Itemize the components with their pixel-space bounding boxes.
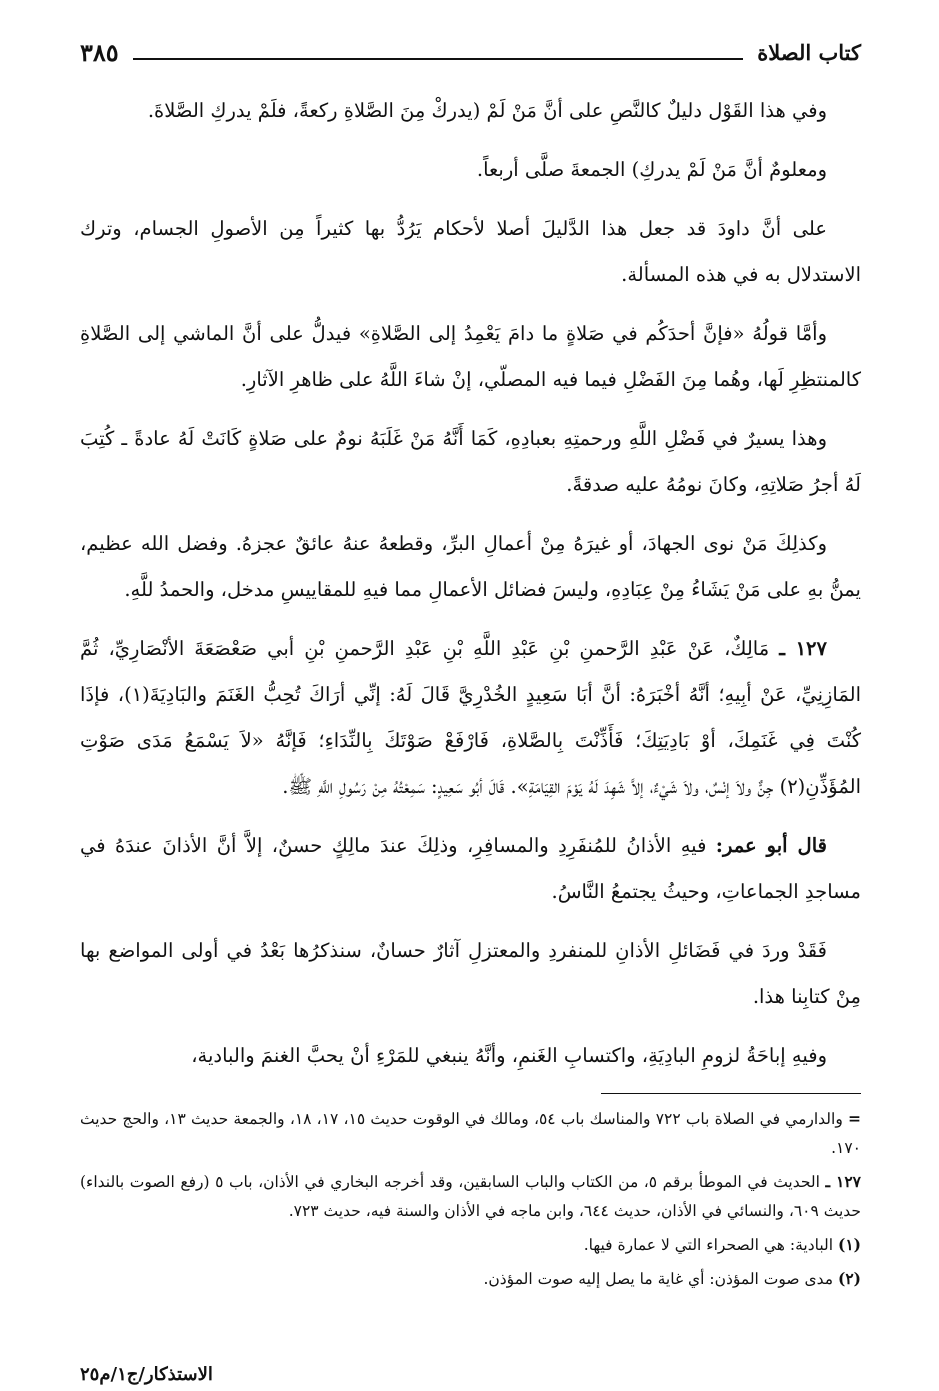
paragraph: على أنَّ داودَ قد جعل هذا الدَّليلَ أصلا لأحكام يَرُدُّ بها كثيراً مِن الأصولِ الجسام، وترك الاستدلال به في هذه المسألة. bbox=[80, 217, 861, 286]
footnote bbox=[80, 1230, 861, 1260]
footnote bbox=[80, 1264, 861, 1294]
footnotes bbox=[80, 1104, 861, 1294]
running-header bbox=[80, 30, 861, 74]
book-title: كتاب الصلاة bbox=[757, 39, 861, 65]
footnote-text: والدارمي في الصلاة باب ٧٢٢ والمناسك باب ٥٤، ومالك في الوقوت حديث ١٥، ١٧، ١٨، والجمعة حديث ١٣، والحج حديث ١٧٠. bbox=[80, 1110, 861, 1157]
page-number: ٣٨٥ bbox=[80, 37, 119, 67]
signature-mark: الاستذكار/ج١/م٢٥ bbox=[80, 1364, 213, 1385]
hadith-number: ١٢٧ ـ bbox=[779, 637, 827, 660]
footnote bbox=[80, 1167, 861, 1226]
paragraph: وفيهِ إباحَةُ لزومِ البادِيَةِ، واكتسابِ الغَنمِ، وأنَّهُ ينبغي للمَرْءِ أنْ يحبَّ الغنمَ والبادية، bbox=[191, 1044, 827, 1067]
paragraph: وكذلِكَ مَنْ نوى الجهادَ، أو غيرَهُ مِنْ أعمالِ البرِّ، وقطعهُ عنهُ عائقٌ عجزهُ. وفضل الله عظيم، يمنُّ بهِ على مَنْ يَشَاءُ مِنْ عِبَادِهِ، وليسَ فضائل الأعمالِ مما فيهِ للمقاييسِ مدخل، والحمدُ للَّهِ. bbox=[80, 532, 861, 601]
commentary-paragraph bbox=[80, 823, 861, 915]
main-text bbox=[80, 88, 861, 1079]
footnote-text: مدى صوت المؤذن: أي غاية ما يصل إليه صوت المؤذن. bbox=[483, 1270, 834, 1288]
footnote-marker: ١٢٧ ـ bbox=[825, 1172, 861, 1191]
paragraph: وهذا يسيرٌ في فَضْلِ اللَّهِ ورحمتِهِ بعبادِهِ، كَمَا أَنَّهُ مَنْ غَلَبَهُ نومٌ على صَلاةٍ كَانَتْ لَهُ عادةً ـ كُتِبَ لَهُ أجرُ صَلاتِهِ، وكانَ نومُهُ عليه صدقةً. bbox=[80, 427, 861, 496]
paragraph: فَقَدْ وردَ في فَضَائلِ الأذانِ للمنفردِ والمعتزلِ آثارٌ حسانٌ، سنذكرُها بَعْدُ في أولى المواضع بها مِنْ كتابِنا هذا. bbox=[80, 939, 861, 1008]
footnote-marker: (٢) bbox=[837, 1269, 861, 1288]
footnote-separator bbox=[601, 1093, 861, 1094]
commentary-speaker: قال أبو عمر: bbox=[715, 834, 827, 857]
commentary-text: فيهِ الأذانُ للمُنفَرِدِ والمسافِرِ، وذلِكَ عندَ مالِكٍ حسنٌ، إلاَّ أنَّ الأذانَ عندَهُ في مساجدِ الجماعاتِ، وحيثُ يجتمعُ النَّاسُ. bbox=[80, 834, 861, 903]
paragraph: ومعلومٌ أنَّ مَنْ لَمْ يدركِ) الجمعةَ صلَّى أربعاً. bbox=[476, 158, 827, 181]
footnote-marker: (١) bbox=[837, 1235, 861, 1254]
hadith-text: مَالِكٌ، عَنْ عَبْدِ الرَّحمنِ بْنِ عَبْدِ اللَّهِ بْنِ عَبْدِ الرَّحمنِ بْنِ أبي صَعْصَعَةَ الأنْصَارِيِّ، ثُمَّ المَازِنِيِّ، عَنْ أبِيهِ؛ أنَّهُ أخْبَرَهُ: أنَّ أبَا سَعِيدٍ الخُدْرِيَّ قَالَ لَهُ: إنِّي أرَاكَ تُحِبُّ الغَنَمَ والبَادِيَةَ(١)، فإذَا كُنْتَ فِي غَنَمِكَ، أوْ بَادِيَتِكَ؛ فَأَذِّنْتَ بِالصَّلاةِ، فَارْفَعْ صَوْتَكَ بِالنِّدَاءِ؛ فَإنَّهُ «لاَ يَسْمَعُ مَدَى صَوْتِ المُؤَذِّنِ(٢) جِنٌّ ولاَ إنْسٌ، ولاَ شَيْءٌ، إلاَّ شَهِدَ لَهُ يَوْمَ القِيَامَةِ». قَالَ أبُو سَعِيدٍ: سَمِعْتُهُ مِنْ رَسُولِ اللَّهِ ﷺ. bbox=[80, 637, 861, 798]
paragraph: وأمَّا قولُهُ «فإنَّ أحدَكُم في صَلاةٍ ما دامَ يَعْمِدُ إلى الصَّلاةِ» فيدلُّ على أنَّ الماشي إلى الصَّلاةِ كالمنتظِرِ لَها، وهُما مِنَ الفَضْلِ فيما فيه المصلّي، إنْ شاءَ اللَّهُ على ظاهرِ الآثارِ. bbox=[80, 322, 861, 391]
hadith-paragraph bbox=[80, 626, 861, 810]
footnote-marker: = bbox=[848, 1109, 861, 1128]
footnote bbox=[80, 1104, 861, 1163]
header-rule bbox=[133, 58, 744, 60]
footnote-text: البادية: هي الصحراء التي لا عمارة فيها. bbox=[583, 1236, 834, 1254]
footnote-text: الحديث في الموطأ برقم ٥، من الكتاب والباب السابقين، وقد أخرجه البخاري في الأذان، باب ٥ (رفع الصوت بالنداء) حديث ٦٠٩، والنسائي في الأذان، حديث ٦٤٤، وابن ماجه في الأذان والسنة فيه، حديث ٧٢٣. bbox=[80, 1173, 861, 1220]
paragraph: وفي هذا القَوْل دليلٌ كالنَّصِ على أنَّ مَنْ لَمْ (يدركْ مِنَ الصَّلاةِ ركعةً، فلَمْ يدركِ الصَّلاةَ. bbox=[147, 99, 827, 122]
